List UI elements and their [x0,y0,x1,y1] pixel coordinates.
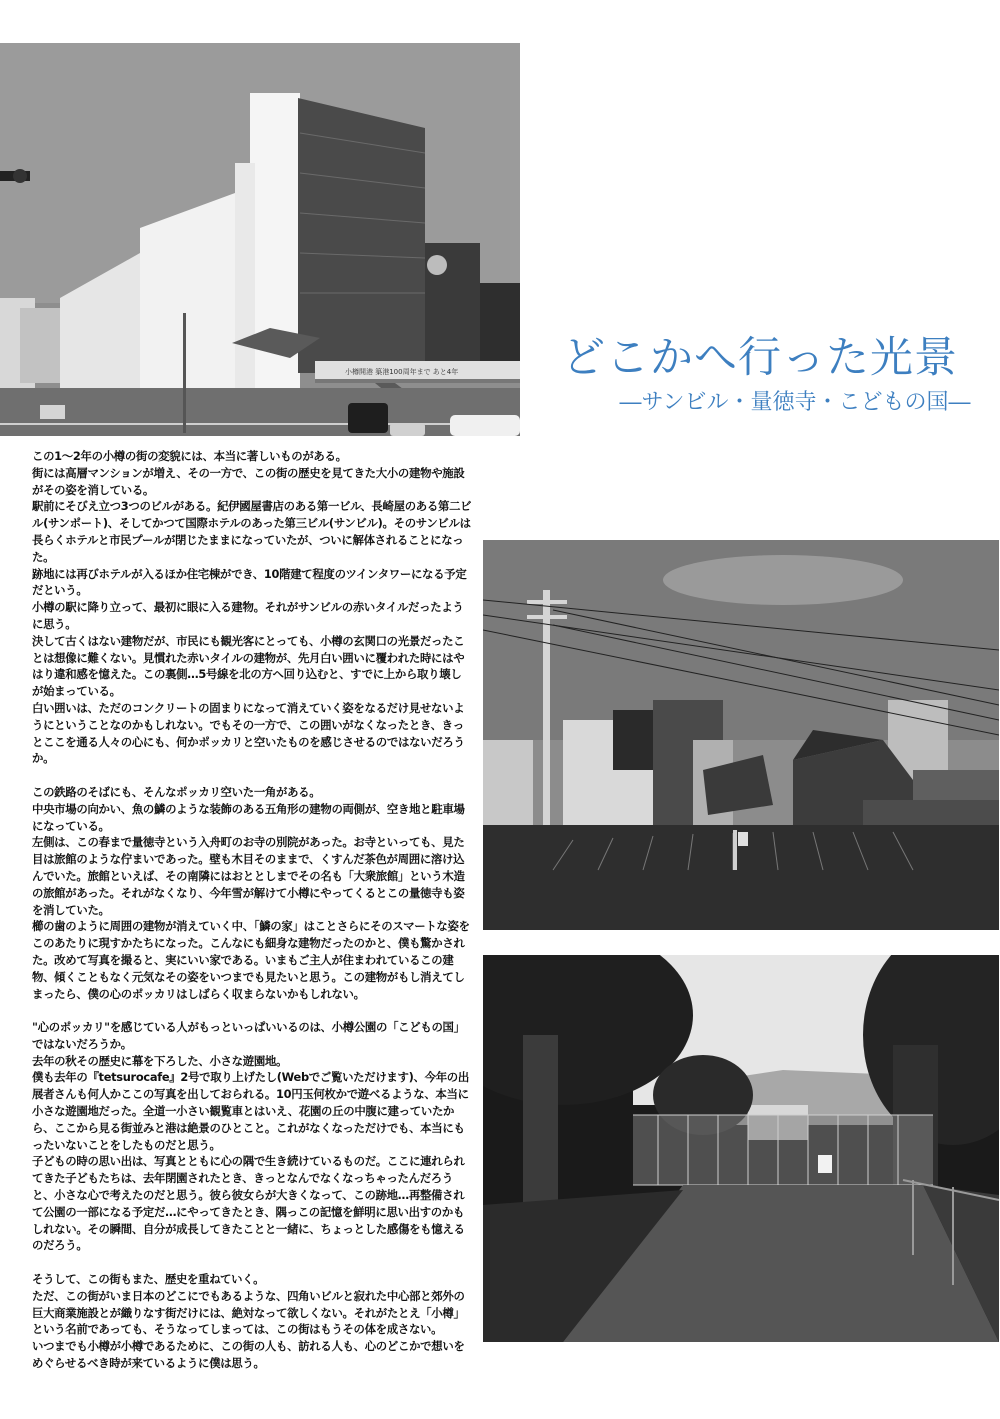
article-paragraph-3: "心のポッカリ"を感じている人がもっといっぱいいるのは、小樽公園の「こどもの国」ではないだろうか。 去年の秋その歴史に幕を下ろした、小さな遊園地。 僕も去年の『tetsurocafe』2号で取り上げたし(Webでご覧いただけます)、今年の出展者さんも何人かここの写真を出しておられる。10円玉何枚かで遊べるような、本当に小さな遊園地だった。全道一小さい観覧車とはいえ、花園の丘の中腹に建っていたから、ここから見る街並みと港は絶景のひとこと。これがなくなっただけでも、本当にもったいないことをしたものだと思う。 子どもの時の思い出は、写真とともに心の隅で生き続けているものだ。ここに連れられてきた子どもたちは、去年閉園されたとき、きっとなんでなくなっちゃったんだろうと、小さな心で考えたのだと思う。彼ら彼女らが大きくなって、この跡地…再整備されて公園の一部になる予定だ…にやってきたとき、隅っこの記憶を鮮明に思い出すのかもしれない。その瞬間、自分が成長してきたことと一緒に、ちょっとした感傷をも憶えるのだろう。 [32,1020,469,1253]
page-title: どこかへ行った光景 [562,333,958,383]
empty-lot-image [483,540,999,930]
park-gate-image [483,955,999,1342]
sunbil-building-image [0,43,520,436]
article-paragraph-1: この1〜2年の小樽の街の変貌には、本当に著しいものがある。 街には高層マンションが増え、その一方で、この街の歴史を見てきた大小の建物や施設がその姿を消している。 駅前にそびえ立つ3つのビルがある。紀伊國屋書店のある第一ビル、長崎屋のある第二ビル(サンポート)、そしてかつて国際ホテルのあった第三ビル(サンビル)。そのサンビルは長らくホテルと市民プールが閉じたままになっていたが、ついに解体されることになった。 跡地には再びホテルが入るほか住宅棟ができ、10階建て程度のツインタワーになる予定だという。 小樽の駅に降り立って、最初に眼に入る建物。それがサンビルの赤いタイルだったように思う。 決して古くはない建物だが、市民にも観光客にとっても、小樽の玄関口の光景だったことは想像に難くない。見慣れた赤いタイルの建物が、先月白い囲いに覆われた時にはやはり違和感を憶えた。この裏側…5号線を北の方へ回り込むと、すでに上から取り壊しが始まっている。 白い囲いは、ただのコンクリートの固まりになって消えていく姿をなるだけ見せないようにということなのかもしれない。でもその一方で、この囲いがなくなったとき、きっとここを通る人々の心にも、何かポッカリと空いたものを感じさせるのではないだろうか。 [32,449,472,766]
article-body [32,448,472,1389]
title-block [530,334,990,416]
bridge-sign-text: 小樽開港 築港100周年まで あと4年 [345,368,459,376]
photo-sunbil-building [0,43,520,436]
page-subtitle: ―サンビル・量徳寺・こどもの国― [619,390,971,416]
article-paragraph-4: そうして、この街もまた、歴史を重ねていく。 ただ、この街がいま日本のどこにでもあるような、四角いビルと寂れた中心部と郊外の巨大商業施設とが織りなす街だけには、絶対なって欲しくない。それがたとえ「小樽」という名前であっても、そうなってしまっては、この街はもうその体を成さない。 いつまでも小樽が小樽であるために、この街の人も、訪れる人も、心のどこかで想いをめぐらせるべき時が来ているように僕は思う。 [32,1272,465,1371]
photo-kodomo-no-kuni-gate [483,955,999,1342]
photo-empty-lot-parking [483,540,999,930]
article-paragraph-2: この鉄路のそばにも、そんなポッカリ空いた一角がある。 中央市場の向かい、魚の鱗のような装飾のある五角形の建物の両側が、空き地と駐車場になっている。 左側は、この春まで量徳寺という入舟町のお寺の別院があった。お寺といっても、見た目は旅館のような佇まいであった。壁も木目そのままで、くすんだ茶色が周囲に溶け込んでいた。旅館といえば、その南隣にはおととしまでその名も「大衆旅館」という木造の旅館があった。それがなくなり、今年雪が解けて小樽にやってくるとこの量徳寺も姿を消していた。 櫛の歯のように周囲の建物が消えていく中、「鱗の家」はことさらにそのスマートな姿をこのあたりに現すかたちになった。こんなにも細身な建物だったのかと、僕も驚かされた。改めて写真を撮ると、実にいい家である。いまもご主人が住まわれているこの建物、傾くこともなく元気なその姿をいつまでも見たいと思う。この建物がもし消えてしまったら、僕の心のポッカリはしばらく収まらないかもしれない。 [32,784,470,1001]
